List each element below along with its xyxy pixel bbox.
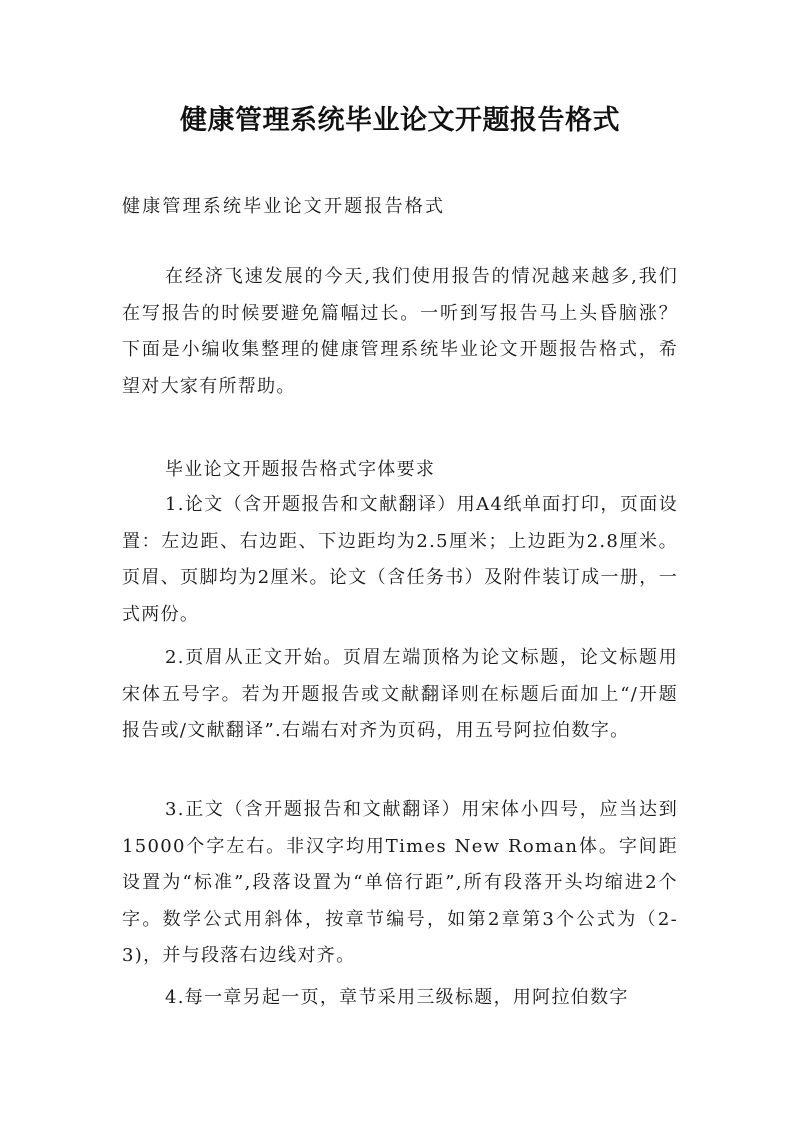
requirement-item-1: 1.论文（含开题报告和文献翻译）用A4纸单面打印，页面设置：左边距、右边距、下边距均为2.5厘米；上边距为2.8厘米。页眉、页脚均为2厘米。论文（含任务书）及附件装订成一册，一式两份。	[122, 494, 678, 625]
section-heading: 毕业论文开题报告格式字体要求	[165, 459, 436, 480]
requirement-item-2: 2.页眉从正文开始。页眉左端顶格为论文标题，论文标题用宋体五号字。若为开题报告或文献翻译则在标题后面加上“/开题报告或/文献翻译”.右端右对齐为页码，用五号阿拉伯数字。	[122, 647, 678, 741]
requirement-item-4: 4.每一章另起一页，章节采用三级标题，用阿拉伯数字	[165, 987, 629, 1008]
document-title: 健康管理系统毕业论文开题报告格式	[180, 105, 620, 136]
document-subtitle: 健康管理系统毕业论文开题报告格式	[122, 196, 446, 217]
requirement-item-3: 3.正文（含开题报告和文献翻译）用宋体小四号，应当达到15000个字左右。非汉字均用Times New Roman体。字间距设置为“标准”,段落设置为“单倍行距”,所有段落开头均缩进2个字。数学公式用斜体，按章节编号，如第2章第3个公式为（2-3)，并与段落右边线对齐。	[122, 799, 678, 966]
intro-paragraph: 在经济飞速发展的今天,我们使用报告的情况越来越多,我们在写报告的时候要避免篇幅过长。一听到写报告马上头昏脑涨？下面是小编收集整理的健康管理系统毕业论文开题报告格式，希望对大家有所帮助。	[122, 266, 678, 397]
